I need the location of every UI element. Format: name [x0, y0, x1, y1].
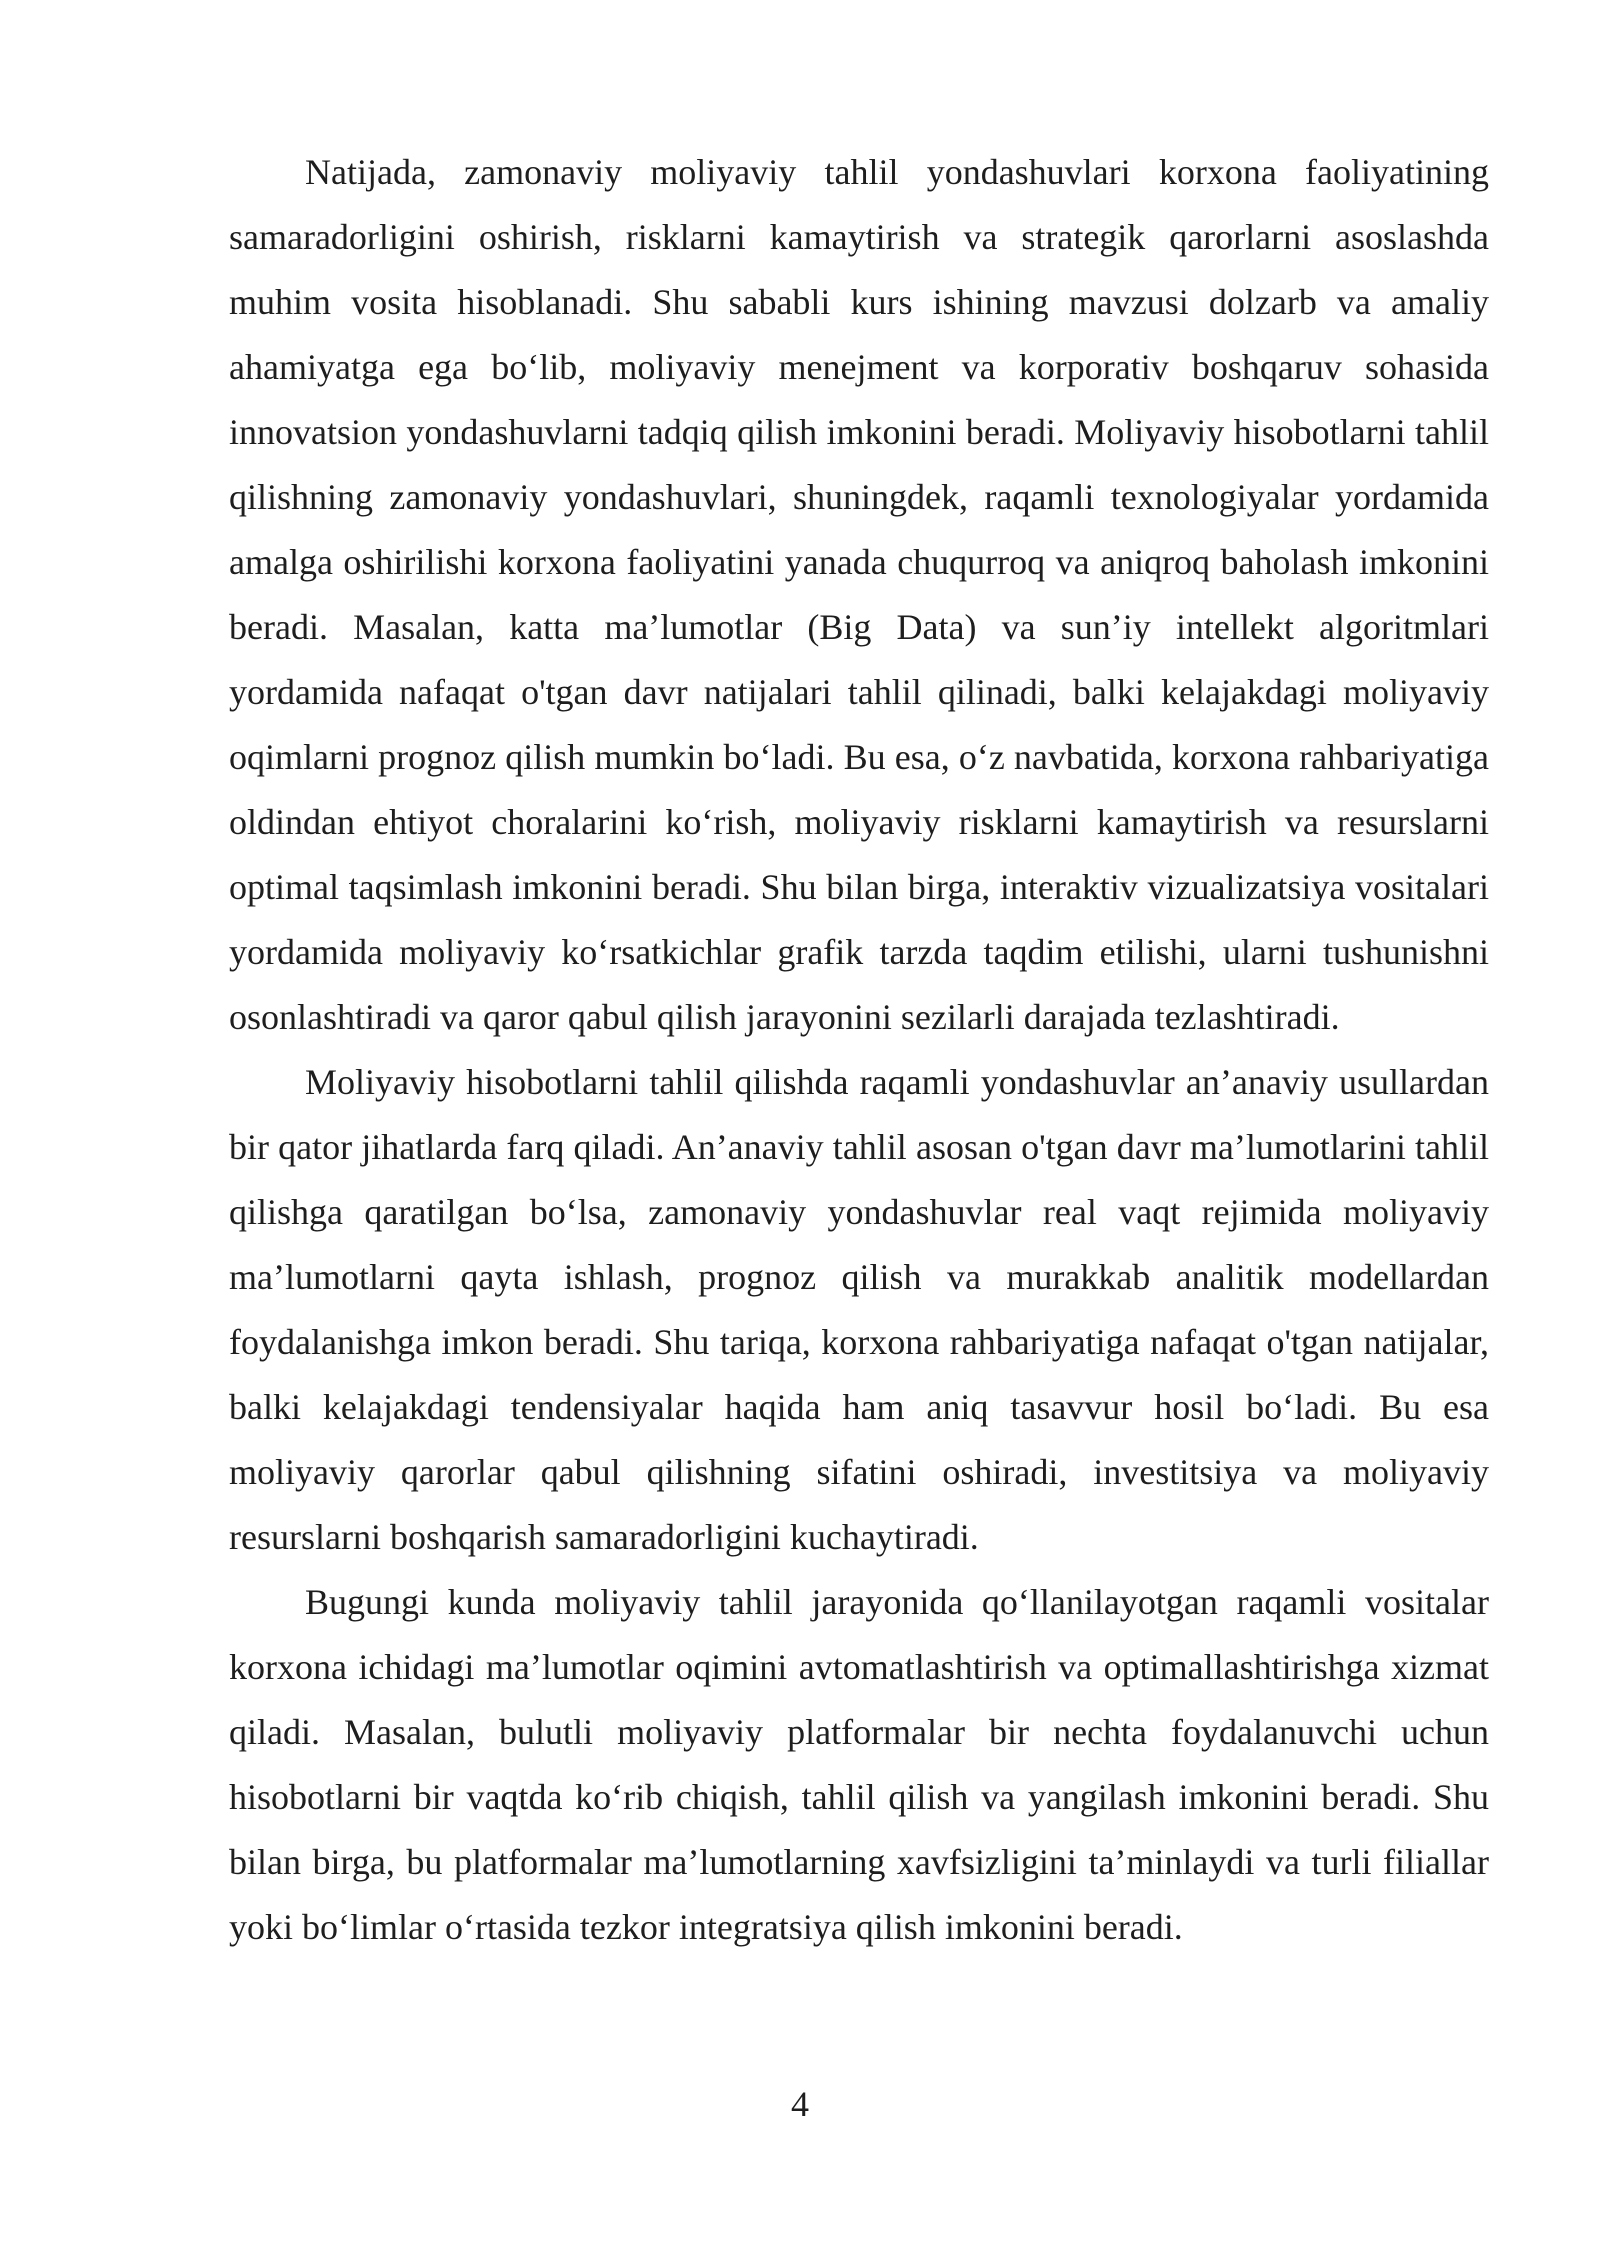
- paragraph-2: Moliyaviy hisobotlarni tahlil qilishda raqamli yondashuvlar an’anaviy usullardan bir qator jihatlarda farq qiladi. An’anaviy tahlil asosan o'tgan davr ma’lumotlarini tahlil qilishga qaratilgan bo‘lsa, zamonaviy yondashuvlar real vaqt rejimida moliyaviy ma’lumotlarni qayta ishlash, prognoz qilish va murakkab analitik modellardan foydalanishga imkon beradi. Shu tariqa, korxona rahbariyatiga nafaqat o'tgan natijalar, balki kelajakdagi tendensiyalar haqida ham aniq tasavvur hosil bo‘ladi. Bu esa moliyaviy qarorlar qabul qilishning sifatini oshiradi, investitsiya va moliyaviy resurslarni boshqarish samaradorligini kuchaytiradi.: [229, 1062, 1489, 1557]
- body-text: [229, 140, 1489, 1960]
- page-number: 4: [791, 2084, 809, 2124]
- paragraph-3: Bugungi kunda moliyaviy tahlil jarayonida qo‘llanilayotgan raqamli vositalar korxona ichidagi ma’lumotlar oqimini avtomatlashtirish va optimallashtirishga xizmat qiladi. Masalan, bulutli moliyaviy platformalar bir nechta foydalanuvchi uchun hisobotlarni bir vaqtda ko‘rib chiqish, tahlil qilish va yangilash imkonini beradi. Shu bilan birga, bu platformalar ma’lumotlarning xavfsizligini ta’minlaydi va turli filiallar yoki bo‘limlar o‘rtasida tezkor integratsiya qilish imkonini beradi.: [229, 1582, 1489, 1947]
- paragraph-1: Natijada, zamonaviy moliyaviy tahlil yondashuvlari korxona faoliyatining samaradorligini oshirish, risklarni kamaytirish va strategik qarorlarni asoslashda muhim vosita hisoblanadi. Shu sababli kurs ishining mavzusi dolzarb va amaliy ahamiyatga ega bo‘lib, moliyaviy menejment va korporativ boshqaruv sohasida innovatsion yondashuvlarni tadqiq qilish imkonini beradi. Moliyaviy hisobotlarni tahlil qilishning zamonaviy yondashuvlari, shuningdek, raqamli texnologiyalar yordamida amalga oshirilishi korxona faoliyatini yanada chuqurroq va aniqroq baholash imkonini beradi. Masalan, katta ma’lumotlar (Big Data) va sun’iy intellekt algoritmlari yordamida nafaqat o'tgan davr natijalari tahlil qilinadi, balki kelajakdagi moliyaviy oqimlarni prognoz qilish mumkin bo‘ladi. Bu esa, o‘z navbatida, korxona rahbariyatiga oldindan ehtiyot choralarini ko‘rish, moliyaviy risklarni kamaytirish va resurslarni optimal taqsimlash imkonini beradi. Shu bilan birga, interaktiv vizualizatsiya vositalari yordamida moliyaviy ko‘rsatkichlar grafik tarzda taqdim etilishi, ularni tushunishni osonlashtiradi va qaror qabul qilish jarayonini sezilarli darajada tezlashtiradi.: [229, 152, 1489, 1037]
